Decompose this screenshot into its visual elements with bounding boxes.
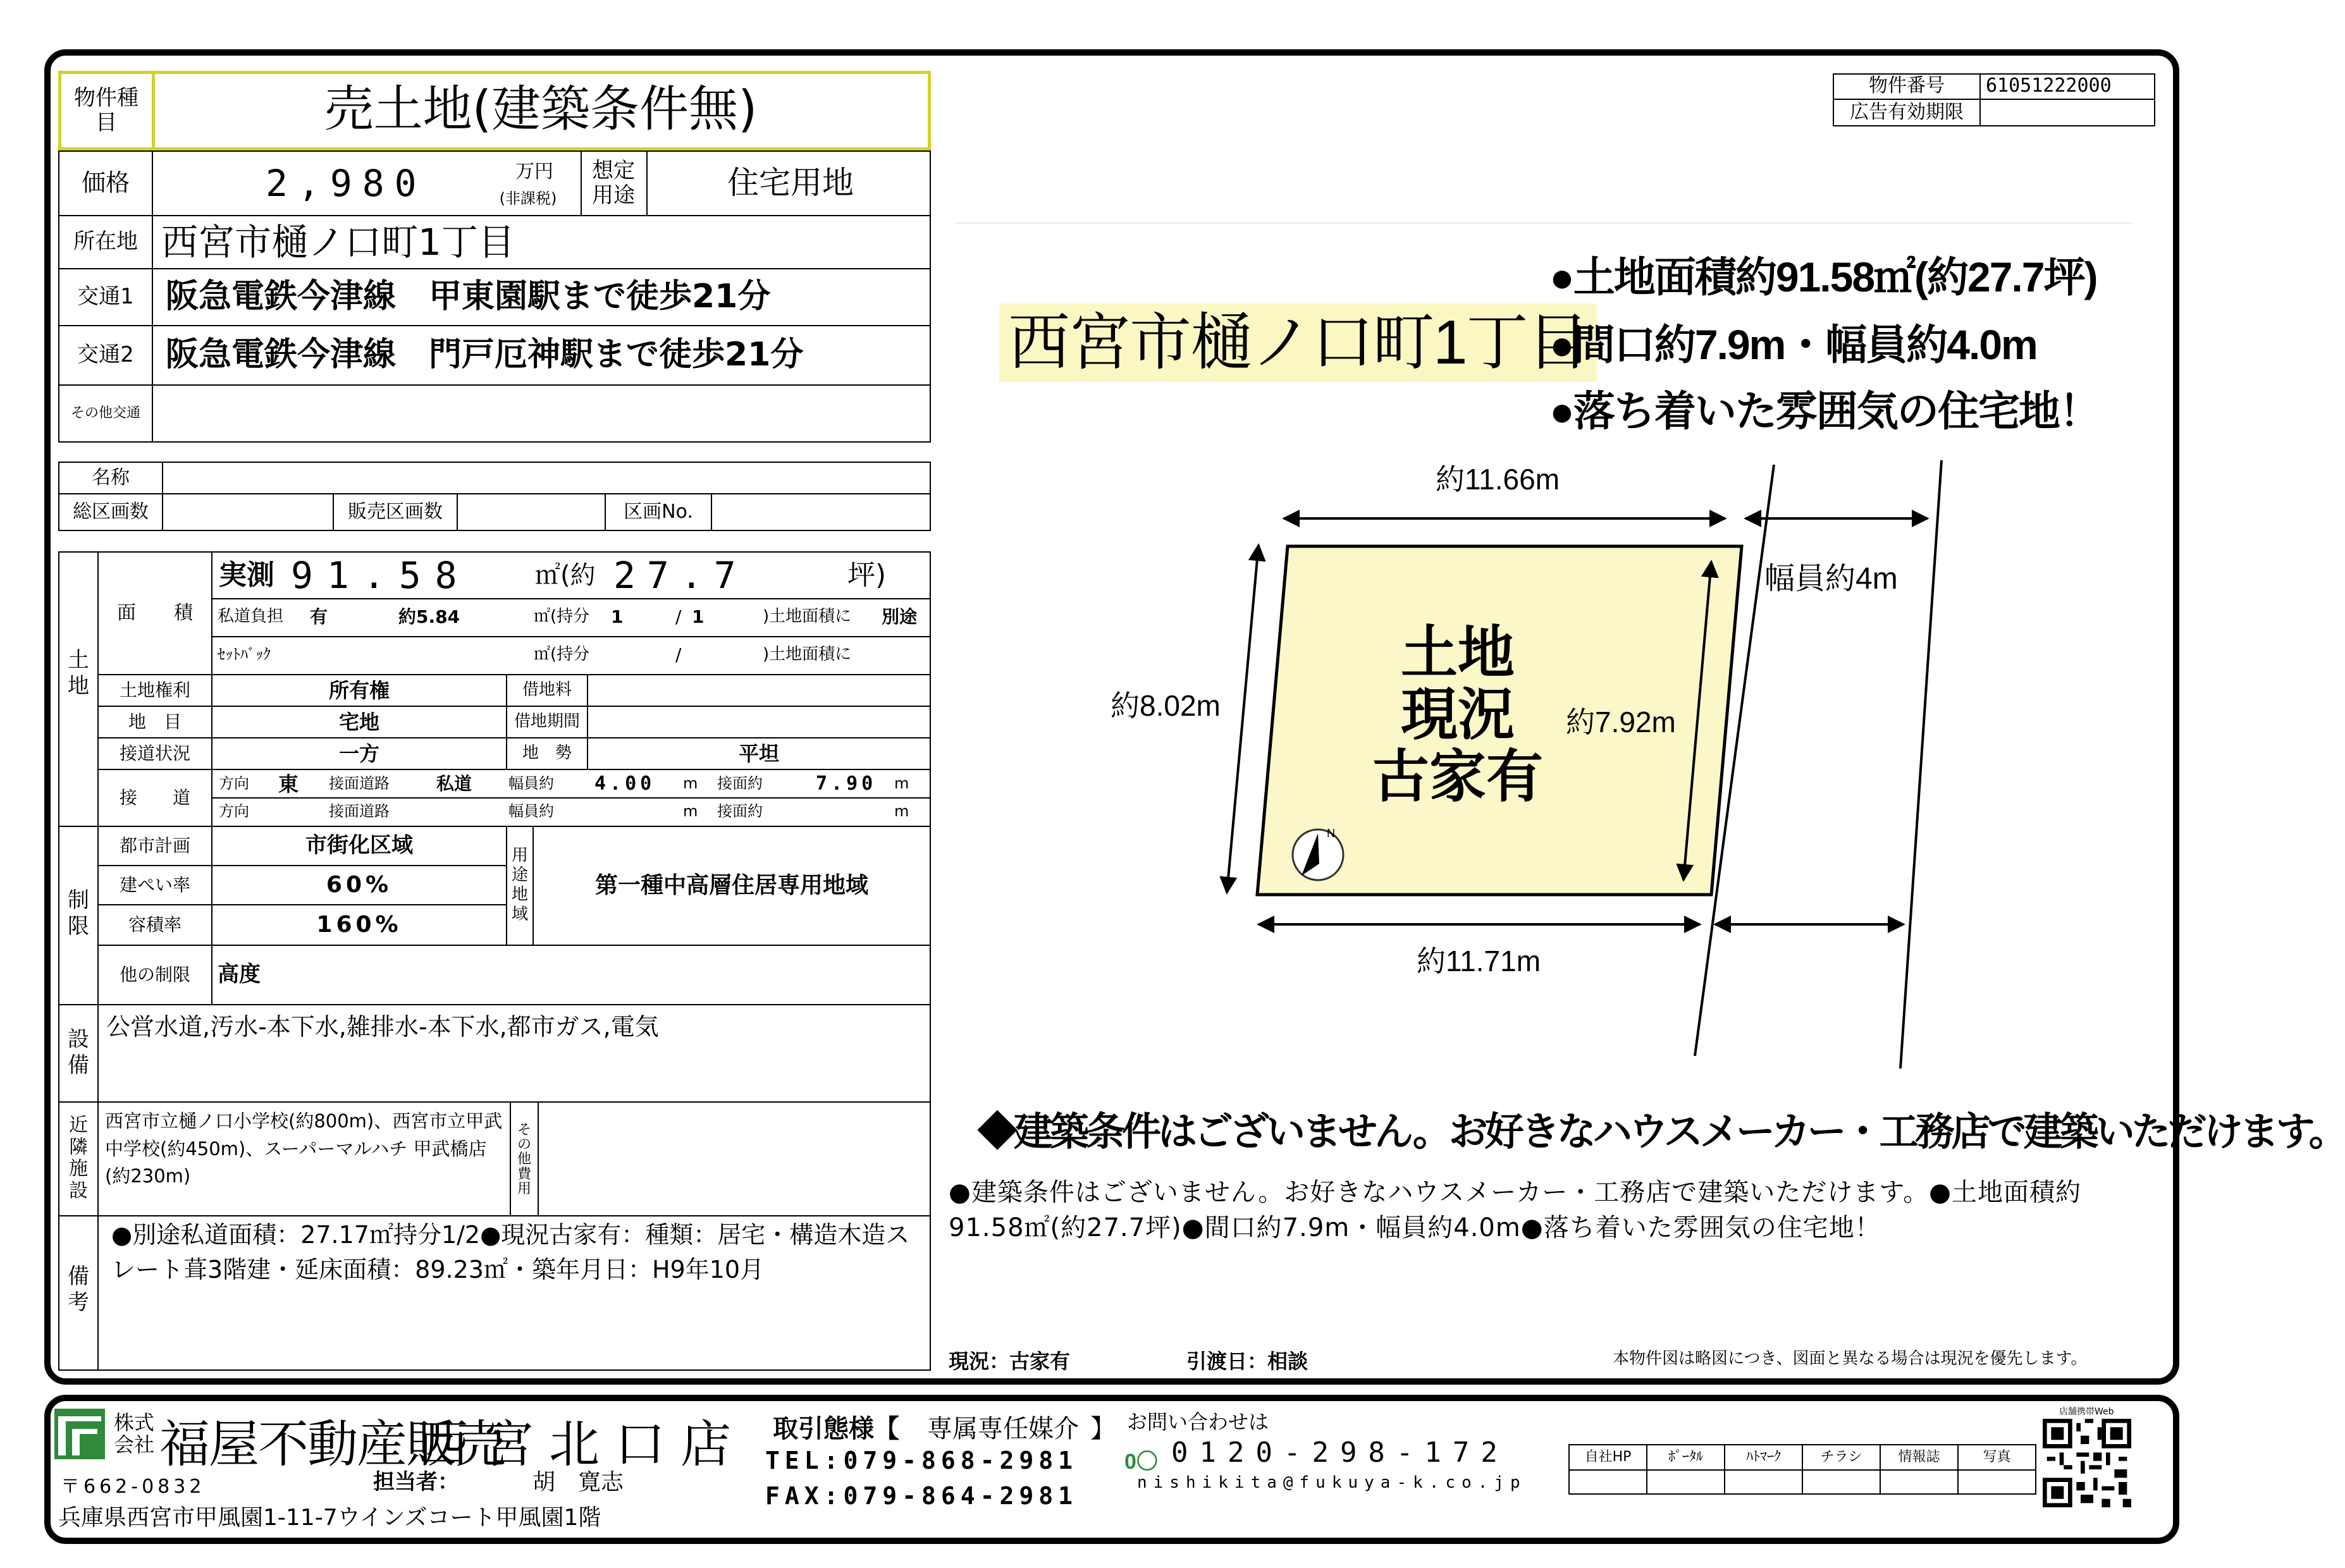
setback-slash: / [675,644,682,665]
media-homepage: 自社HP [1584,1449,1632,1466]
category-value: 宅地 [338,709,379,734]
nearby-label: 近隣施設 [69,1114,88,1202]
email-address: nishikita@fukuya-k.co.jp [1137,1473,1527,1492]
remarks-label: 備考 [68,1264,89,1315]
property-id-label: 物件番号 [1869,74,1945,97]
road-status-label: 接道状況 [119,742,190,764]
fax-number: FAX:079-864-2981 [765,1482,1078,1510]
staff-name: 胡 寛志 [532,1469,624,1495]
far-label: 容積率 [128,914,182,935]
road1-m-label: m [683,775,698,793]
company-address: 兵庫県西宮市甲風園1-11-7ウインズコート甲風園1階 [58,1505,601,1531]
road1-dir-label: 方向 [219,775,249,793]
branch-name: 西宮北口店 [417,1415,746,1474]
postal-code: 〒662-0832 [61,1476,206,1498]
road-status-value: 一方 [338,741,379,766]
tsubo-value: 27.7 [613,553,748,597]
terrain-label: 地 勢 [522,744,572,763]
lot-no-label: 区画No. [624,500,693,523]
bcr-label: 建ぺい率 [119,874,190,895]
facilities-label: 設備 [68,1027,89,1078]
road2-m2-label: m [894,802,909,821]
area-unit: ㎡(約 [535,561,596,590]
total-lots-label: 総区画数 [73,500,149,523]
price-label: 価格 [81,169,130,197]
bcr-value: 60% [326,872,393,898]
deal-value: 専属専任媒介 [927,1414,1079,1443]
other-transit-label: その他交通 [70,405,140,422]
road1-width-label: 幅員約 [508,775,554,793]
sale-lots-label: 販売区画数 [348,500,443,523]
inquiry-label: お問い合わせは [1127,1410,1269,1434]
private-road-has: 有 [310,606,328,627]
company-name: 福屋不動産販売 [159,1415,505,1474]
road2-m-label: m [683,802,698,821]
media-flyer: チラシ [1820,1449,1862,1466]
setback-in-label: )土地面積に [763,645,852,665]
lot-text-3: 古家有 [1372,745,1543,809]
company-type: 株式会社 [113,1410,154,1457]
nearby-value: 西宮市立樋ノ口小学校(約800m)、西宮市立甲武中学校(約450m)、スーパーマルハチ 甲武橋店(約230m) [105,1110,503,1187]
transit2-label: 交通2 [77,342,134,368]
diagram-banner: ◆建築条件はございません。お好きなハウスメーカー・工務店で建築いただけます。 [978,1110,2345,1154]
setback-label: ｾｯﾄﾊﾞｯｸ [218,646,271,664]
area-title: 西宮市樋ノ口町1丁目 [999,303,1597,382]
diagram-bullet-2: ●間口約7.9m・幅員約4.0m [1549,321,2037,368]
road1-width-value: 4.00 [594,772,656,795]
restriction-section-label: 制限 [68,888,89,939]
other-cost-label: その他費用 [517,1122,531,1197]
land-area-in-label: )土地面積に [763,607,852,627]
city-plan-label: 都市計画 [119,835,190,856]
road2-frontage-label: 接面約 [717,802,763,821]
freedial-number: 0120-298-172 [1171,1436,1509,1469]
area-label: 面 積 [117,601,193,624]
road1-type-label: 接面道路 [329,775,390,793]
road1-frontage-label: 接面約 [717,775,763,793]
location-value: 西宮市樋ノ口町1丁目 [161,220,515,264]
left-dimension: 約8.02m [1111,689,1221,722]
qr-code-icon [2043,1419,2131,1507]
transit1-label: 交通1 [77,284,134,310]
share-den: 1 [692,606,705,627]
lease-fee-label: 借地料 [522,680,572,700]
price-value: 2,980 [266,161,427,205]
bottom-dimension: 約11.71m [1417,945,1541,977]
deal-label: 取引態様【 [773,1414,899,1443]
tel-number: TEL:079-868-2981 [765,1447,1078,1474]
transit2-value: 阪急電鉄今津線 門戸厄神駅まで徒歩21分 [166,336,804,374]
staff-label: 担当者： [373,1469,459,1495]
other-restriction-label: 他の制限 [119,964,190,985]
north-mark: N [1327,827,1335,840]
share-label: ㎡(持分 [534,607,590,627]
private-road-label: 私道負担 [218,607,284,627]
city-plan-value: 市街化区域 [305,833,413,859]
road2-width-label: 幅員約 [508,802,554,821]
media-hatomark: ﾊﾄﾏｰｸ [1745,1449,1781,1466]
property-id-value: 61051222000 [1986,74,2112,97]
zoning-label: 用途地域 [511,845,528,924]
use-label: 想定用途 [592,157,635,208]
share-num: 1 [611,606,624,627]
road2-type-label: 接面道路 [329,802,390,821]
rights-label: 土地権利 [119,679,190,701]
transit1-value: 阪急電鉄今津線 甲東園駅まで徒歩21分 [166,278,771,316]
facilities-value: 公営水道,汚水-本下水,雑排水-本下水,都市ガス,電気 [106,1013,659,1041]
diagram-bullet-3: ●落ち着いた雰囲気の住宅地！ [1549,388,2100,434]
road-label: 接 道 [119,787,190,808]
media-photo: 写真 [1983,1449,2011,1466]
price-unit: 万円 [515,160,553,183]
tsubo-unit: 坪) [847,558,887,591]
share-slash: / [675,606,682,627]
media-magazine: 情報誌 [1898,1449,1940,1466]
other-restriction-value: 高度 [218,962,261,988]
zoning-value: 第一種中高層住居専用地域 [594,873,868,899]
diagram-bullet-1: ●土地面積約91.58㎡(約27.7坪) [1549,254,2097,300]
road1-dir-value: 東 [278,771,299,796]
top-dimension: 約11.66m [1436,463,1560,496]
current-status: 現況：古家有 [949,1349,1071,1373]
road1-m2-label: m [894,775,909,793]
land-area-in-value: 別途 [882,606,918,627]
lot-text-1: 土地 [1401,622,1515,685]
land-section-label: 土地 [68,647,89,699]
freedial-icon: 0〇 [1124,1450,1158,1474]
road1-frontage-value: 7.90 [816,772,877,795]
road2-dir-label: 方向 [219,802,249,821]
private-road-area: 約5.84 [398,606,460,627]
measured-value: 91.58 [291,553,471,597]
road-width-label: 幅員約4m [1764,562,1898,596]
type-value: 売土地(建築条件無) [324,81,758,138]
terrain-value: 平坦 [738,741,779,766]
type-label: 物件種目 [74,85,138,135]
setback-share-label: ㎡(持分 [534,645,590,665]
rights-value: 所有権 [328,678,390,702]
measured-label: 実測 [219,558,274,591]
description: ●建築条件はございません。お好きなハウスメーカー・工務店で建築いただけます。●土地面積約91.58㎡(約27.7坪)●間口約7.9m・幅員約4.0m●落ち着いた雰囲気の住宅地！ [949,1178,2082,1242]
qr-label: 店舗携帯Web [2059,1407,2114,1417]
location-label: 所在地 [73,229,138,255]
far-value: 160% [316,912,402,938]
media-portal: ﾎﾟｰﾀﾙ [1668,1449,1703,1466]
disclaimer: 本物件図は略図につき、図面と異なる場合は現況を優先します。 [1613,1349,2088,1368]
subdivision-name-label: 名称 [92,466,130,489]
right-dimension: 約7.92m [1566,706,1676,738]
deal-close: 】 [1090,1414,1116,1443]
price-tax: (非課税) [499,190,557,208]
handover-date: 引渡日：相談 [1186,1349,1308,1373]
lease-period-label: 借地期間 [514,712,580,732]
road1-type-value: 私道 [436,773,472,794]
lot-text-2: 現況 [1401,683,1515,747]
category-label: 地 目 [128,711,182,732]
company-logo-icon [53,1407,106,1461]
remarks-value: ●別途私道面積：27.17㎡持分1/2●現況古家有：種類：居宅・構造木造スレート葺3階建・延床面積：89.23㎡・築年月日：H9年10月 [111,1221,910,1284]
ad-expiry-label: 広告有効期限 [1850,101,1964,123]
use-value: 住宅用地 [727,164,854,202]
